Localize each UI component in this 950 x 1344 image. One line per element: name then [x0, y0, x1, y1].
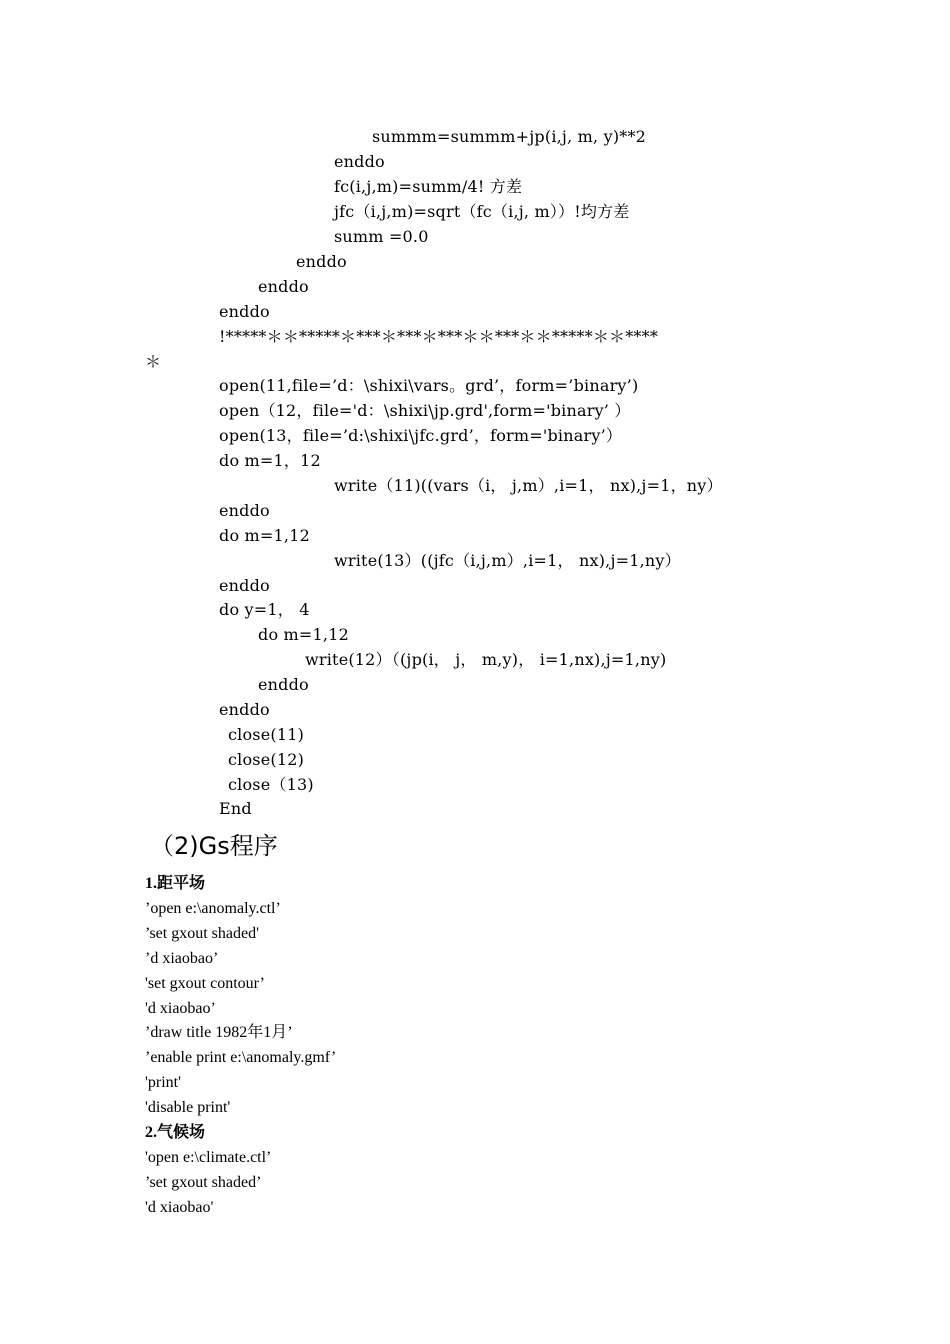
script-line: ’d xiaobao’ — [145, 950, 219, 967]
script-line: 'set gxout contour’ — [145, 975, 265, 992]
subsection-title: 2.气候场 — [145, 1124, 206, 1141]
script-line: 'open e:\climate.ctl’ — [145, 1149, 272, 1166]
script-line: 'd xiaobao’ — [145, 1000, 216, 1017]
code-line: close（13) — [228, 775, 314, 794]
script-line: 'print' — [145, 1074, 181, 1091]
code-line: enddo — [219, 700, 270, 719]
code-line: jfc（i,j,m)=sqrt（fc（i,j, m））!均方差 — [334, 202, 630, 221]
code-line: enddo — [219, 302, 270, 321]
code-line: do y=1， 4 — [219, 600, 310, 619]
code-line: End — [219, 799, 252, 818]
script-line: 'd xiaobao' — [145, 1199, 214, 1216]
code-line: enddo — [219, 576, 270, 595]
script-line: 'disable print' — [145, 1099, 231, 1116]
code-line: enddo — [296, 252, 347, 271]
code-line: open（12，file='d：\shixi\jp.grd',form='binary’ ） — [219, 401, 631, 420]
code-line: summ =0.0 — [334, 227, 429, 246]
code-line: enddo — [258, 277, 309, 296]
script-line: ’set gxout shaded’ — [145, 1174, 262, 1191]
code-line: enddo — [219, 501, 270, 520]
script-line: ’set gxout shaded' — [145, 925, 259, 942]
code-line: enddo — [334, 152, 385, 171]
script-line: ’open e:\anomaly.ctl’ — [145, 900, 281, 917]
code-line: open(13，file=’d:\shixi\jfc.grd’，form='binary’） — [219, 426, 623, 445]
code-line: fc(i,j,m)=summ/4! 方差 — [334, 177, 523, 196]
code-line: write（11)((vars（i， j,m）,i=1， nx),j=1，ny） — [334, 476, 723, 495]
code-comment-divider: !*****＊＊*****＊***＊***＊***＊＊***＊＊*****＊＊**** — [219, 327, 659, 346]
code-line: open(11,file=’d：\shixi\vars。grd’，form=’binary’) — [219, 376, 639, 395]
code-line: close(12) — [228, 750, 305, 769]
code-line: do m=1,12 — [258, 625, 349, 644]
section-heading: （2)Gs程序 — [150, 832, 278, 860]
subsection-title: 1.距平场 — [145, 875, 206, 892]
code-line: write(13）((jfc（i,j,m）,i=1， nx),j=1,ny） — [334, 551, 681, 570]
code-line: do m=1,12 — [219, 526, 310, 545]
code-line: enddo — [258, 675, 309, 694]
code-line: summm=summm+jp(i,j, m, y)**2 — [372, 127, 647, 146]
code-line: do m=1，12 — [219, 451, 321, 470]
script-line: ’enable print e:\anomaly.gmf’ — [145, 1049, 337, 1066]
code-line: write(12）（(jp(i， j， m,y)， i=1,nx),j=1,ny) — [305, 650, 667, 669]
script-line: ’draw title 1982年1月’ — [145, 1024, 293, 1041]
code-line: close(11) — [228, 725, 305, 744]
code-comment-divider-wrap: ＊ — [145, 352, 162, 371]
